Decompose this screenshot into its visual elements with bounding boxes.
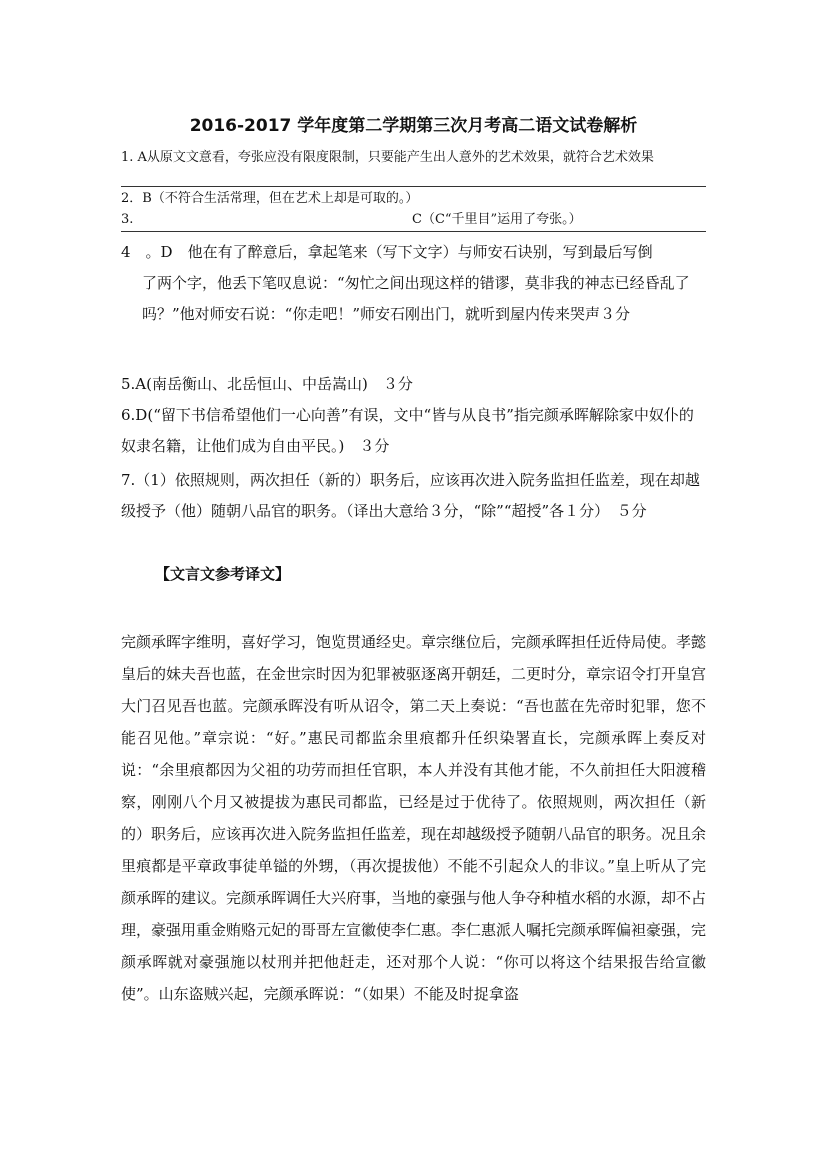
- page-title: 2016-2017 学年度第二学期第三次月考高二语文试卷解析: [189, 116, 638, 136]
- answer-7: 7.（1）依照规则，两次担任（新的）职务后，应该再次进入院务监担任监差，现在却越级授予（他）随朝八品官的职务。（译出大意给３分，“除”“超授”各１分） ５分: [121, 471, 700, 520]
- divider-1: [121, 186, 706, 187]
- section-heading: 【文言文参考译文】: [155, 565, 291, 583]
- answer-4-first-line: 4 。D 他在有了醉意后，拿起笔来（写下文字）与师安石诀别，写到最后写倒: [121, 243, 653, 261]
- answer-3-number: 3.: [121, 212, 134, 227]
- answer-1: 1. A从原文文意看，夸张应没有限度限制，只要能产生出人意外的艺术效果，就符合艺术效果: [121, 150, 654, 165]
- answer-5: 5.A(南岳衡山、北岳恒山、中岳嵩山) ３分: [121, 375, 413, 393]
- answer-3-text: C（C“千里目”运用了夸张。）: [412, 212, 582, 227]
- answer-4-rest: 了两个字，他丢下笔叹息说：“匆忙之间出现这样的错谬，莫非我的神志已经昏乱了吗？”他对师安石说：“你走吧！”师安石刚出门，就听到屋内传来哭声３分: [142, 274, 690, 323]
- answer-4: [121, 237, 706, 330]
- answer-3: [121, 210, 706, 230]
- answer-2: 2．B（不符合生活常理，但在艺术上却是可取的。）: [121, 191, 419, 206]
- divider-2: [121, 231, 706, 232]
- translation-paragraph: 完颜承晖字维明，喜好学习，饱览贯通经史。章宗继位后，完颜承晖担任近侍局使。孝懿皇后的妹夫吾也蓝，在金世宗时因为犯罪被驱逐离开朝廷，二更时分，章宗诏令打开皇宫大门召见吾也蓝。完颜承晖没有听从诏令，第二天上奏说：“吾也蓝在先帝时犯罪，您不能召见他。”章宗说：“好。”惠民司都监余里痕都升任织染署直长，完颜承晖上奏反对说：“余里痕都因为父祖的功劳而担任官职，本人并没有其他才能，不久前担任大阳渡稽察，刚刚八个月又被提拔为惠民司都监，已经是过于优待了。依照规则，两次担任（新的）职务后，应该再次进入院务监担任监差，现在却越级授予随朝八品官的职务。况且余里痕都是平章政事徒单镒的外甥，（再次提拔他）不能不引起众人的非议。”皇上听从了完颜承晖的建议。完颜承晖调任大兴府事，当地的豪强与他人争夺种植水稻的水源，却不占理，豪强用重金贿赂元妃的哥哥左宣徽使李仁惠。李仁惠派人嘱托完颜承晖偏袒豪强，完颜承晖就对豪强施以杖刑并把他赶走，还对那个人说：“你可以将这个结果报告给宣徽使”。山东盗贼兴起，完颜承晖说：“（如果）不能及时捉拿盗: [121, 633, 707, 1003]
- answer-6: 6.D(“留下书信希望他们一心向善”有误，文中“皆与从良书”指完颜承晖解除家中奴仆的奴隶名籍，让他们成为自由平民。) ３分: [121, 406, 694, 455]
